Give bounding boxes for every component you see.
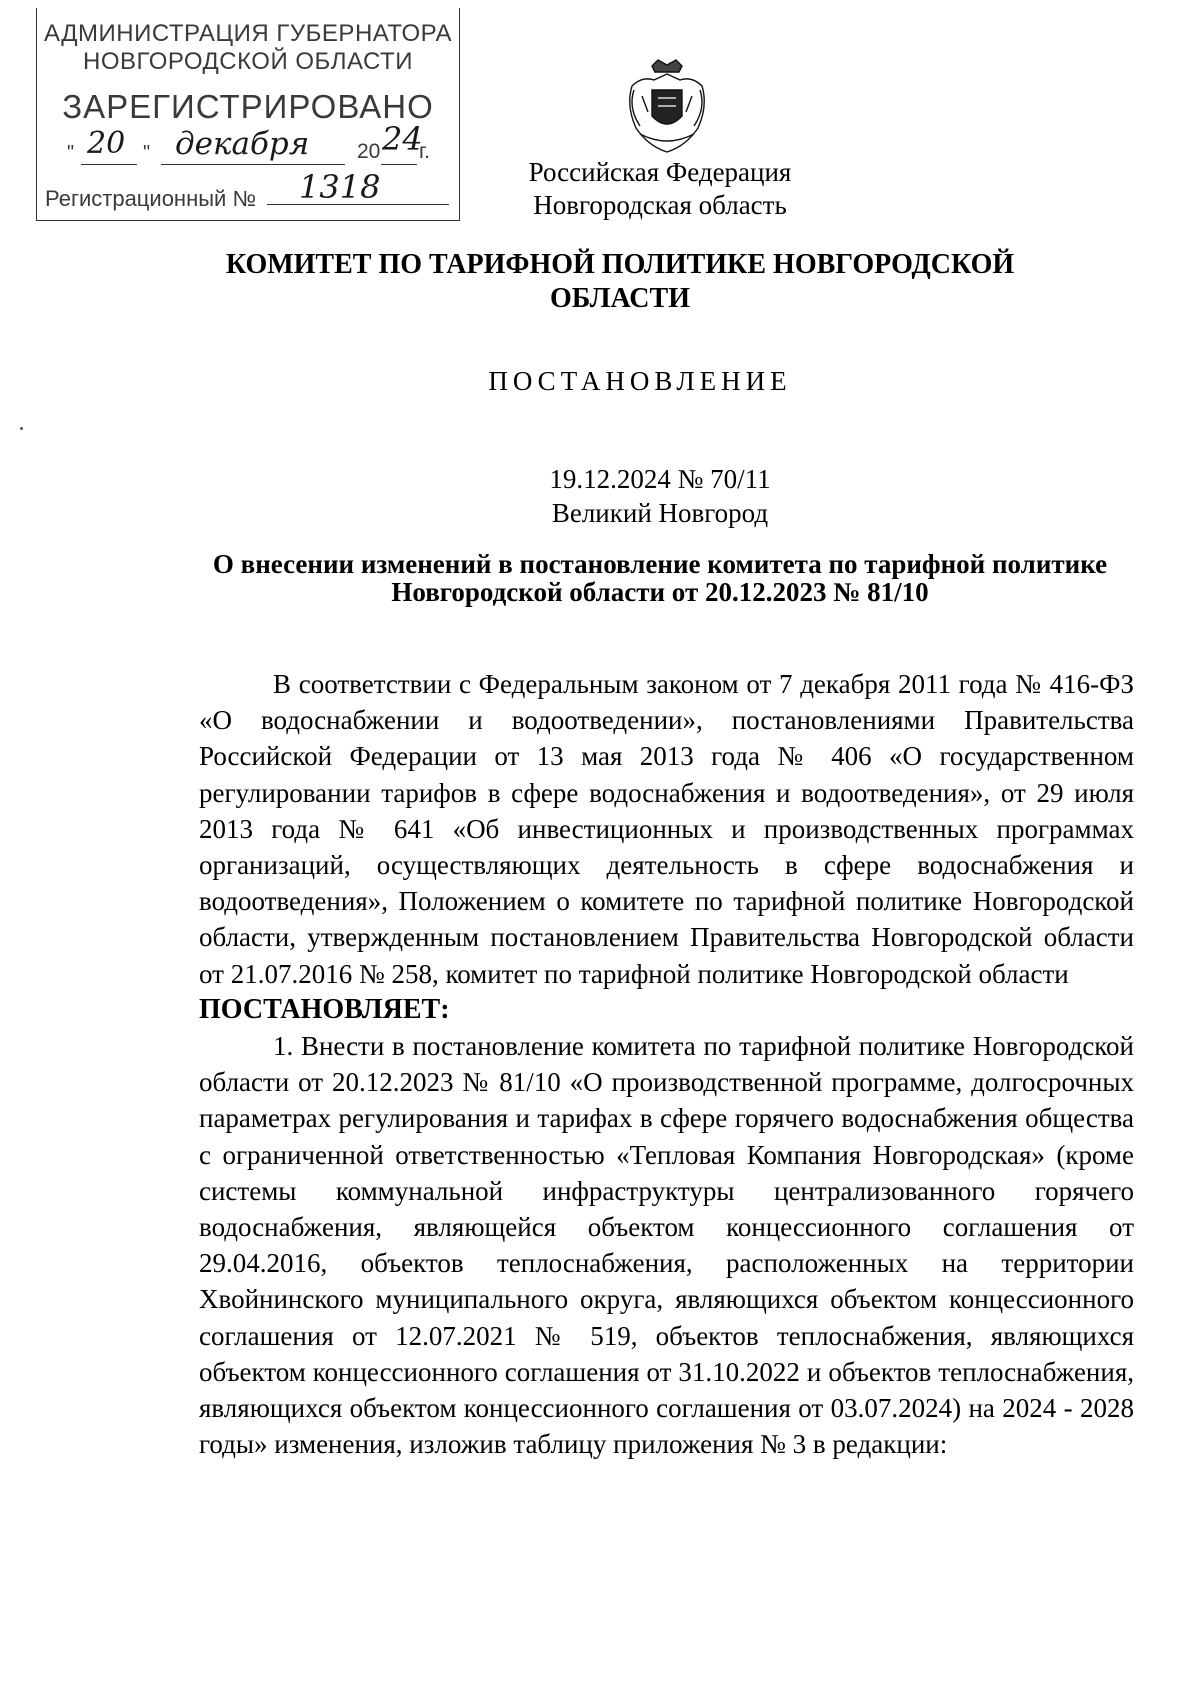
quote-close: " bbox=[143, 142, 151, 164]
header-country-block bbox=[520, 156, 800, 222]
stamp-reg-label: Регистрационный № bbox=[45, 186, 257, 211]
scan-speck bbox=[20, 427, 23, 430]
stamp-date-row bbox=[67, 120, 457, 170]
document-number-block bbox=[420, 462, 900, 530]
stamp-status: ЗАРЕГИСТРИРОВАНО bbox=[62, 88, 434, 125]
document-subject: О внесении изменений в постановление комитета по тарифной политике Новгородской области от 20.12.2023 № 81/10 bbox=[212, 549, 1108, 607]
stamp-month: декабря bbox=[175, 126, 310, 162]
document-type: ПОСТАНОВЛЕНИЕ bbox=[488, 366, 792, 396]
registration-stamp bbox=[36, 8, 460, 221]
stamp-org-line2: НОВГОРОДСКОЙ ОБЛАСТИ bbox=[83, 48, 413, 75]
document-body bbox=[199, 666, 1134, 1462]
country-name: Российская Федерация bbox=[528, 157, 792, 187]
coat-of-arms-icon bbox=[622, 56, 712, 156]
stamp-year-unit: г. bbox=[419, 140, 430, 163]
committee-title: КОМИТЕТ ПО ТАРИФНОЙ ПОЛИТИКЕ НОВГОРОДСКОЙ ОБЛАСТИ bbox=[225, 249, 1015, 314]
document-city: Великий Новгород bbox=[551, 498, 769, 528]
region-name: Новгородская область bbox=[533, 190, 787, 220]
stamp-day: 20 bbox=[87, 126, 126, 161]
resolves-heading: ПОСТАНОВЛЯЕТ: bbox=[199, 993, 450, 1025]
stamp-reg-number: 1318 bbox=[299, 168, 381, 206]
stamp-year-prefix: 20 bbox=[357, 140, 381, 163]
item-1-paragraph: 1. Внести в постановление комитета по тарифной политике Новгородской области от 20.12.2023 № 81/10 «О производственной программе, долгосрочных параметрах регулирования и тарифах в сфере горячего водоснабжения общества с ограниченной ответственностью «Тепловая Компания Новгородская» (кроме системы коммунальной инфраструктуры централизованного горячего водоснабжения, являющейся объектом концессионного соглашения от 29.04.2016, объектов теплоснабжения, расположенных на территории Хвойнинского муниципального округа, являющихся объектом концессионного соглашения от 12.07.2021 № 519, объектов теплоснабжения, являющихся объектом концессионного соглашения от 31.10.2022 и объектов теплоснабжения, являющихся объектом концессионного соглашения от 03.07.2024) на 2024 - 2028 годы» изменения, изложив таблицу приложения № 3 в редакции: bbox=[199, 1031, 1134, 1460]
stamp-org-line1: АДМИНИСТРАЦИЯ ГУБЕРНАТОРА bbox=[43, 20, 453, 47]
stamp-year-suffix: 24 bbox=[382, 120, 423, 158]
quote-open: " bbox=[67, 142, 75, 164]
document-date-number: 19.12.2024 № 70/11 bbox=[549, 464, 771, 494]
preamble-paragraph: В соответствии с Федеральным законом от 7 декабря 2011 года № 416-ФЗ «О водоснабжении и водоотведении», постановлениями Правительства Российской Федерации от 13 мая 2013 года № 406 «О государственном регулировании тарифов в сфере водоснабжения и водоотведения», от 29 июля 2013 года № 641 «Об инвестиционных и производственных программах организаций, осуществляющих деятельность в сфере водоснабжения и водоотведения», Положением о комитете по тарифной политике Новгородской области, утвержденным постановлением Правительства Новгородской области от 21.07.2016 № 258, комитет по тарифной политике Новгородской области bbox=[199, 669, 1134, 989]
